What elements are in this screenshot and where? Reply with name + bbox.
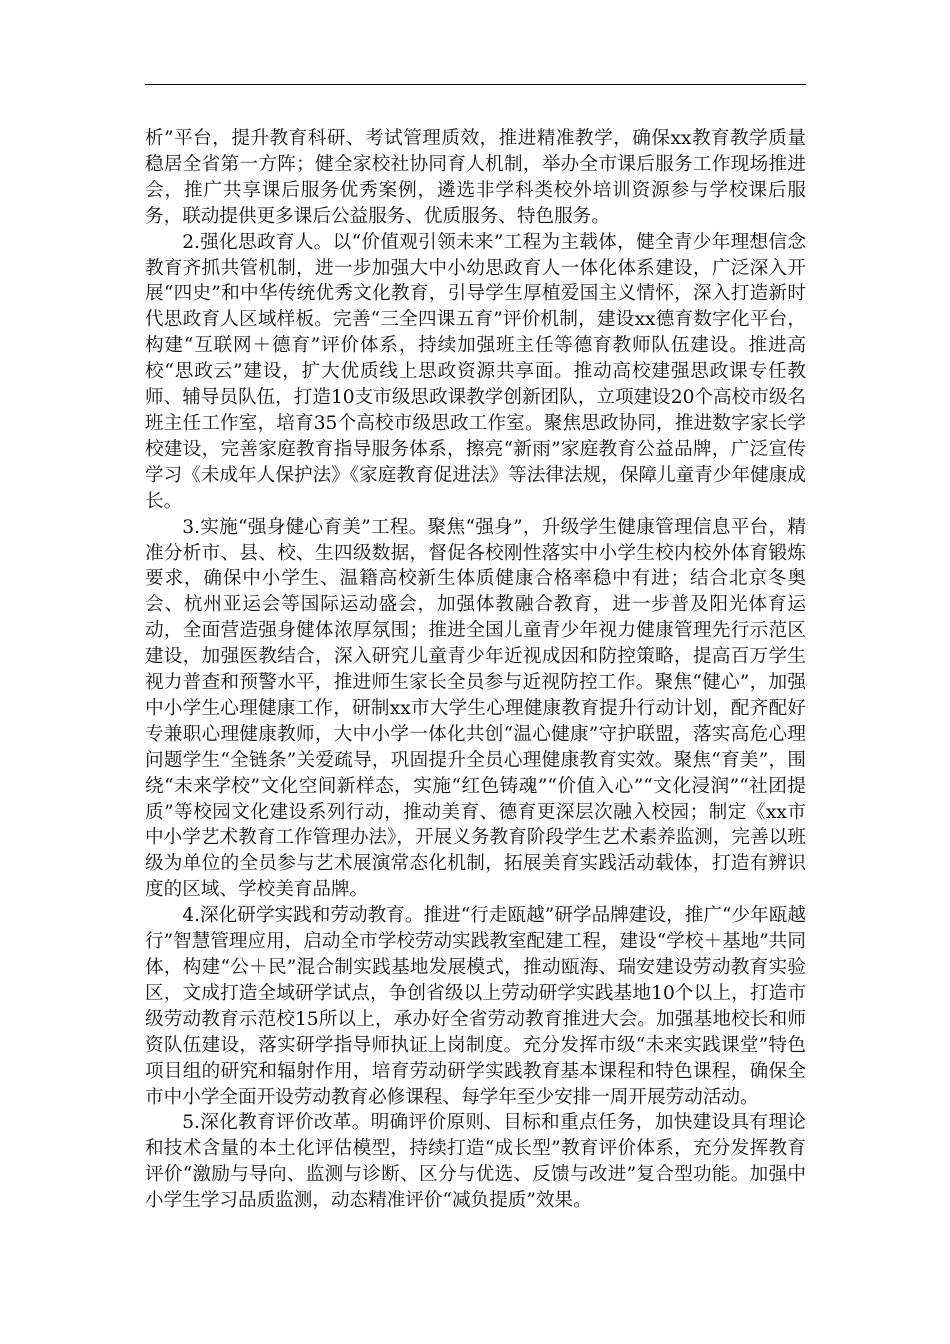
header-rule [145,84,806,85]
paragraph-continuation: 析”平台，提升教育科研、考试管理质效，推进精准教学，确保xx教育教学质量稳居全省第一方阵；健全家校社协同育人机制，举办全市课后服务工作现场推进会，推广共享课后服务优秀案例，遴选非学科类校外培训资源参与学校课后服务，联动提供更多课后公益服务、优质服务、特色服务。 [145,128,806,227]
paragraph-evaluation-reform: 5.深化教育评价改革。明确评价原则、目标和重点任务，加快建设具有理论和技术含量的本土化评估模型，持续打造“成长型”教育评价体系，充分发挥教育评价“激励与导向、监测与诊断、区分与优选、反馈与改进”复合型功能。加强中小学生学习品质监测，动态精准评价“减负提质”效果。 [145,1112,806,1212]
paragraph-ideological-education: 2.强化思政育人。以“价值观引领未来”工程为主载体，健全青少年理想信念教育齐抓共管机制，进一步加强大中小幼思政育人一体化体系建设，广泛深入开展“四史”和中华传统优秀文化教育，引导学生厚植爱国主义情怀，深入打造新时代思政育人区域样板。完善“三全四课五育”评价机制，建设xx德育数字化平台，构建“互联网＋德育”评价体系，持续加强班主任等德育教师队伍建设。推进高校“思政云”建设，扩大优质线上思政资源共享面。推动高校建强思政课专任教师、辅导员队伍，打造10支市级思政课教学创新团队，立项建设20个高校市级名班主任工作室，培育35个高校市级思政工作室。聚焦思政协同，推进数字家长学校建设，完善家庭教育指导服务体系，擦亮“新雨”家庭教育公益品牌，广泛宣传学习《未成年人保护法》《家庭教育促进法》等法律法规，保障儿童青少年健康成长。 [145,231,806,512]
paragraph-health-and-aesthetics: 3.实施“强身健心育美”工程。聚焦“强身”，升级学生健康管理信息平台，精准分析市、县、校、生四级数据，督促各校刚性落实中小学生校内校外体育锻炼要求，确保中小学生、温籍高校新生体质健康合格率稳中有进；结合北京冬奥会、杭州亚运会等国际运动盛会，加强体教融合教育，进一步普及阳光体育运动，全面营造强身健体浓厚氛围；推进全国儿童青少年视力健康管理先行示范区建设，加强医教结合，深入研究儿童青少年近视成因和防控策略，提高百万学生视力普查和预警水平，推进师生家长全员参与近视防控工作。聚焦“健心”，加强中小学生心理健康工作，研制xx市大学生心理健康教育提升行动计划，配齐配好专兼职心理健康教师，大中小学一体化共创“温心健康”守护联盟，落实高危心理问题学生“全链条”关爱疏导，巩固提升全员心理健康教育实效。聚焦“育美”，围绕“未来学校”文化空间新样态，实施“红色铸魂”“价值入心”“文化浸润”“社团提质”等校园文化建设系列行动，推动美育、德育更深层次融入校园；制定《xx市中小学艺术教育工作管理办法》，开展义务教育阶段学生艺术素养监测，完善以班级为单位的全员参与艺术展演常态化机制，拓展美育实践活动载体，打造有辨识度的区域、学校美育品牌。 [145,516,806,901]
document-body [145,126,806,1214]
paragraph-study-and-labor: 4.深化研学实践和劳动教育。推进“行走瓯越”研学品牌建设，推广“少年瓯越行”智慧管理应用，启动全市学校劳动实践教室配建工程，建设“学校＋基地”共同体，构建“公＋民”混合制实践基地发展模式，推动瓯海、瑞安建设劳动教育实验区，文成打造全域研学试点，争创省级以上劳动研学实践基地10个以上，打造市级劳动教育示范校15所以上，承办好全省劳动教育推进大会。加强基地校长和师资队伍建设，落实研学指导师执证上岗制度。充分发挥市级“未来实践课堂”特色项目组的研究和辐射作用，培育劳动研学实践教育基本课程和特色课程，确保全市中小学全面开设劳动教育必修课程、每学年至少安排一周开展劳动活动。 [145,905,806,1108]
